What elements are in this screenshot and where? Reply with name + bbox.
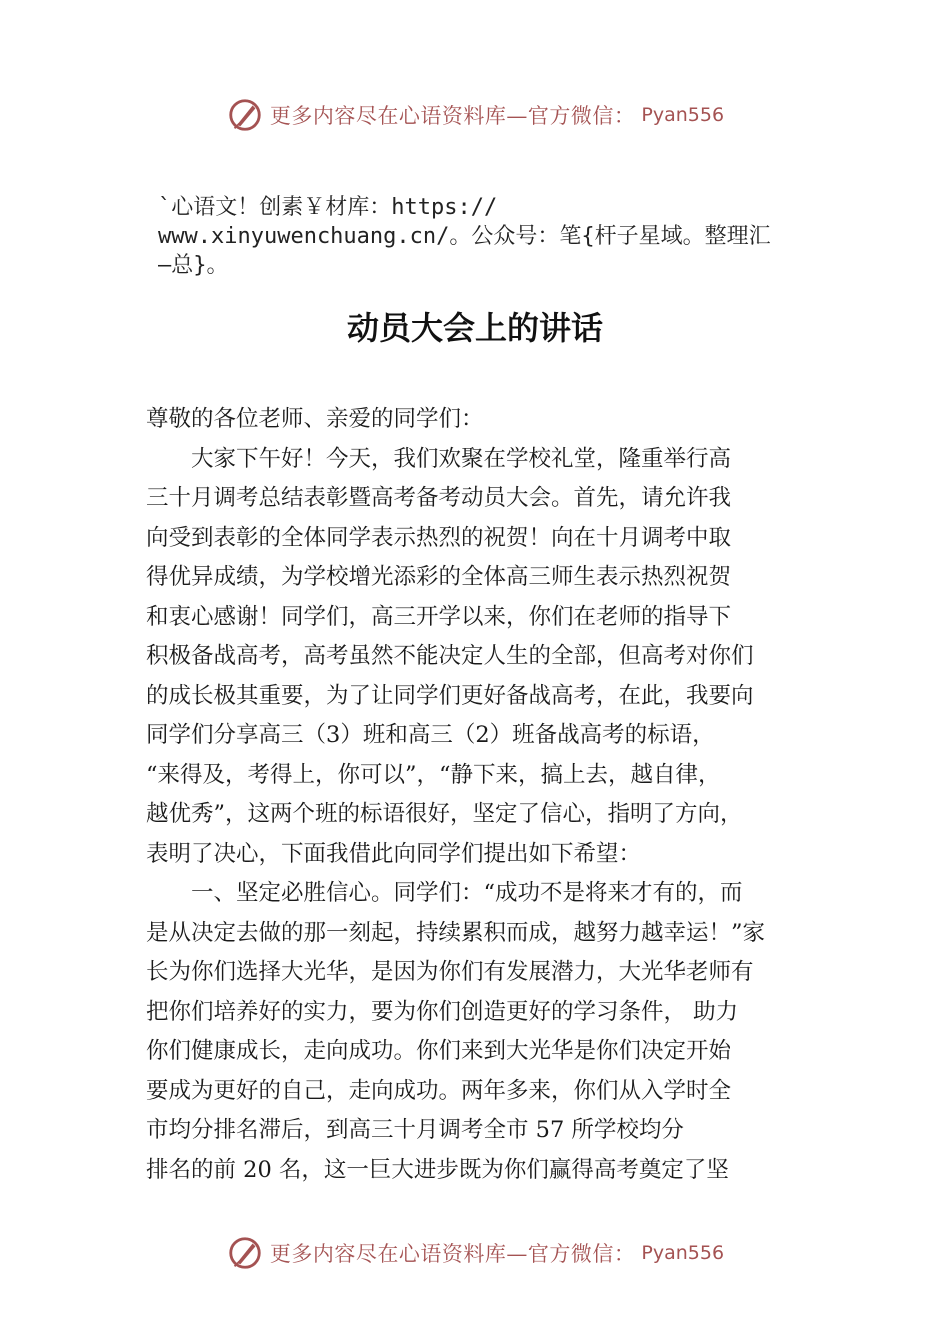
body-line: 越优秀”，这两个班的标语很好，坚定了信心，指明了方向， <box>146 801 743 827</box>
banner-text: 更多内容尽在心语资料库—官方微信： <box>269 104 636 128</box>
body-line: 和衷心感谢！同学们，高三开学以来，你们在老师的指导下 <box>146 603 732 630</box>
body-line: 同学们分享高三（3）班和高三（2）班备战高考的标语， <box>146 722 715 748</box>
body-line: 尊敬的各位老师、亲爱的同学们： <box>146 406 484 432</box>
speech-body <box>146 400 826 1190</box>
body-line: 得优异成绩，为学校增光添彩的全体高三师生表示热烈祝贺 <box>146 564 732 590</box>
body-line: 向受到表彰的全体同学表示热烈的祝贺！向在十月调考中取 <box>146 524 732 551</box>
quill-pen-logo-icon <box>226 1234 264 1272</box>
body-line: 是从决定去做的那一刻起，持续累积而成，越努力越幸运！”家 <box>146 919 766 946</box>
body-line: 市均分排名滞后，到高三十月调考全市 57 所学校均分 <box>146 1117 684 1143</box>
body-line: “来得及，考得上，你可以”，“静下来，搞上去，越自律， <box>146 761 721 788</box>
body-line: 三十月调考总结表彰暨高考备考动员大会。首先，请允许我 <box>146 485 732 511</box>
body-line: 把你们培养好的实力，要为你们创造更好的学习条件， 助力 <box>146 998 739 1025</box>
body-line: 积极备战高考，高考虽然不能决定人生的全部，但高考对你们 <box>146 643 754 669</box>
banner-wechat-id: Pyan556 <box>641 1242 725 1264</box>
body-line: 表明了决心，下面我借此向同学们提出如下希望： <box>146 840 642 867</box>
banner-wechat-id: Pyan556 <box>641 104 725 126</box>
source-note: `心语文！创素￥材库：https:// www.xinyuwenchuang.cn/。公众号：笔{杆子星域。整理汇 —总}。 <box>158 195 771 278</box>
banner-text: 更多内容尽在心语资料库—官方微信： <box>269 1242 636 1266</box>
body-line: 大家下午好！今天，我们欢聚在学校礼堂，隆重举行高 <box>146 445 732 472</box>
footer-banner <box>0 1233 950 1273</box>
body-line: 长为你们选择大光华，是因为你们有发展潜力，大光华老师有 <box>146 959 754 985</box>
body-line: 要成为更好的自己，走向成功。两年多来，你们从入学时全 <box>146 1077 732 1104</box>
body-line: 你们健康成长，走向成功。你们来到大光华是你们决定开始 <box>146 1038 732 1064</box>
body-line: 一、坚定必胜信心。同学们：“成功不是将来才有的，而 <box>146 880 743 906</box>
document-title: 动员大会上的讲话 <box>346 309 603 347</box>
body-line: 的成长极其重要，为了让同学们更好备战高考，在此，我要向 <box>146 682 754 709</box>
quill-pen-logo-icon <box>226 96 264 134</box>
header-banner <box>0 95 950 135</box>
body-line: 排名的前 20 名，这一巨大进步既为你们赢得高考奠定了坚 <box>146 1156 729 1183</box>
